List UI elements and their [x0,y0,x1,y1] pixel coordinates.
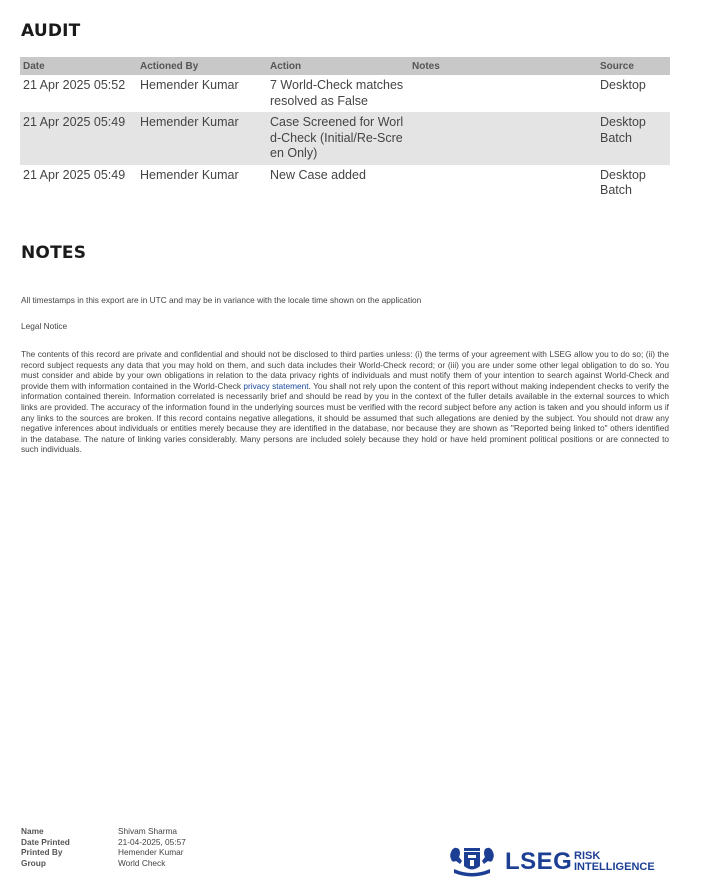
table-row [20,165,670,202]
logo-subtitle [574,851,655,873]
audit-header-row [20,57,670,75]
cell-date: 21 Apr 2025 05:49 [23,167,126,182]
column-header-notes: Notes [409,57,597,75]
logo-wordmark: LSEG [505,848,573,875]
cell-notes [409,165,597,202]
cell-date: 21 Apr 2025 05:52 [23,78,126,92]
column-header-source: Source [597,57,670,75]
meta-value: World Check [118,857,166,868]
cell-action: New Case added [270,167,366,182]
audit-heading: AUDIT [21,21,81,41]
cell-notes [409,112,597,165]
meta-key: Printed By [21,847,63,858]
cell-date: 21 Apr 2025 05:49 [20,112,137,165]
print-metadata [21,826,186,868]
cell-actioned-by: Hemender Kumar [137,112,267,165]
logo-subtitle-line-1: RISK [574,850,601,862]
meta-row-group [21,858,186,869]
meta-key: Group [21,857,46,868]
cell-source: Desktop Batch [597,112,670,165]
cell-source: Desktop Batch [600,167,646,197]
meta-key: Date Printed [21,836,70,847]
notes-heading: NOTES [21,243,87,263]
cell-notes [409,75,597,112]
privacy-statement-link[interactable]: privacy statement [243,380,309,391]
meta-row-name [21,826,186,837]
cell-source: Desktop [600,78,646,92]
crest-icon [448,844,496,880]
audit-table [20,57,670,202]
cell-actioned-by: Hemender Kumar [140,78,239,92]
meta-value: Shivam Sharma [118,826,178,836]
meta-value: 21-04-2025, 05:57 [118,836,186,847]
meta-key: Name [21,826,44,836]
table-row [20,112,670,165]
cell-action: Case Screened for World-Check (Initial/Re-Screen Only) [267,112,409,165]
lseg-logo [448,844,655,880]
logo-subtitle-line-2: INTELLIGENCE [574,861,655,873]
column-header-date: Date [20,57,137,75]
cell-actioned-by: Hemender Kumar [140,167,239,182]
table-row [20,75,670,112]
meta-row-printed-by [21,847,186,858]
legal-text-part-2: . You shall not rely upon the content of this report without making independent checks to verify the information contained therein. Information correlated is necessarily brief and should be read by you in the context of the fuller details available in the external sources to which links are provided. The accuracy of the information found in the underlying sources must be verified with the record subject before any action is taken and you should inform us if any links to the sources are broken. If this record contains negative allegations, it should be assumed that such allegations are denied by the subject. You should not draw any negative inferences about individuals or entities merely because they are identified in the database, nor because they are shown as "Reported being linked to" others identified in the database. The nature of linking varies considerably. Many persons are included solely because they hold or have held prominent political positions or are connected to such individuals. [21,380,669,455]
legal-notice-text [21,349,669,455]
timestamp-note: All timestamps in this export are in UTC and may be in variance with the locale time shown on the application [21,295,422,305]
cell-action: 7 World-Check matches resolved as False [270,78,404,108]
legal-text-part-1: The contents of this record are private and confidential and should not be disclosed to third parties unless: (i) the terms of your agreement with LSEG allow you to do so; (ii) the record subject requests any data that you may hold on them, and such data includes their World-Check record; or (iii) you are under some other legal obligation to do so. You must consider and abide by your own obligations in relation to the data privacy rights of individuals and must notify them of your intention to search against World-Check and provide them with information contained in the World-Check [21,349,669,391]
legal-notice-title: Legal Notice [21,321,68,331]
meta-value: Hemender Kumar [118,847,184,858]
column-header-actioned-by: Actioned By [137,57,267,75]
meta-row-date-printed [21,837,186,848]
column-header-action: Action [267,57,409,75]
